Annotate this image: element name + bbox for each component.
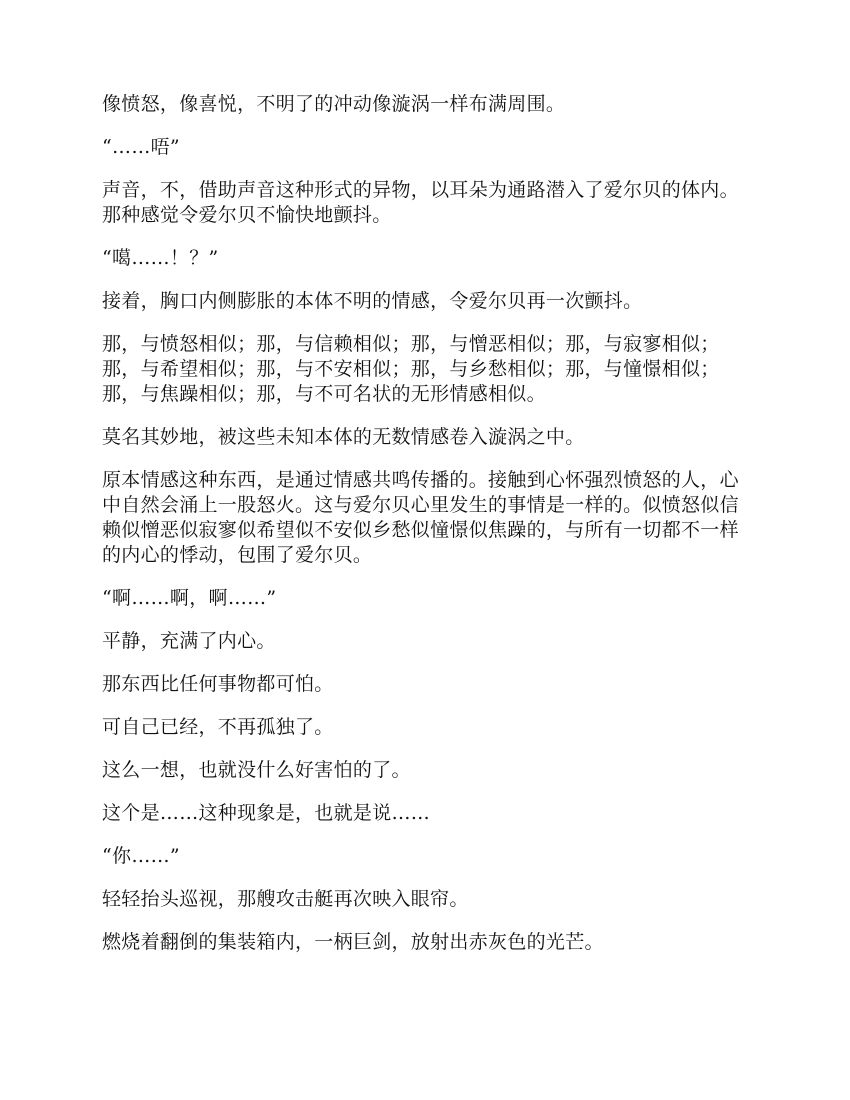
paragraph: 轻轻抬头巡视，那艘攻击艇再次映入眼帘。 (102, 888, 469, 910)
paragraph: 原本情感这种东西，是通过情感共鸣传播的。接触到心怀强烈愤怒的人，心中自然会涌上一股怒火。这与爱尔贝心里发生的事情是一样的。似愤怒似信赖似憎恶似寂寥似希望似不安似乡愁似憧憬似焦躁的，与所有一切都不一样的内心的悸动，包围了爱尔贝。 (102, 469, 739, 566)
paragraph: 那东西比任何事物都可怕。 (102, 673, 334, 695)
paragraph: 这么一想，也就没什么好害怕的了。 (102, 759, 411, 781)
paragraph: “……唔” (102, 136, 180, 158)
paragraph: 接着，胸口内侧膨胀的本体不明的情感，令爱尔贝再一次颤抖。 (102, 290, 643, 312)
paragraph: 这个是……这种现象是，也就是说…… (102, 802, 431, 824)
paragraph: “噶……！？” (102, 247, 219, 269)
paragraph: “你……” (102, 845, 180, 867)
paragraph: 平静，充满了内心。 (102, 630, 276, 652)
paragraph: 像愤怒，像喜悦，不明了的冲动像漩涡一样布满周围。 (102, 93, 566, 115)
paragraph: 声音，不，借助声音这种形式的异物，以耳朵为通路潜入了爱尔贝的体内。那种感觉令爱尔贝不愉快地颤抖。 (102, 179, 739, 226)
paragraph: “啊……啊，啊……” (102, 587, 277, 609)
paragraph: 那，与愤怒相似；那，与信赖相似；那，与憎恶相似；那，与寂寥相似；那，与希望相似；那，与不安相似；那，与乡愁相似；那，与憧憬相似；那，与焦躁相似；那，与不可名状的无形情感相似。 (102, 333, 720, 405)
paragraph: 莫名其妙地，被这些未知本体的无数情感卷入漩涡之中。 (102, 426, 585, 448)
paragraph: 可自己已经，不再孤独了。 (102, 716, 334, 738)
paragraph: 燃烧着翻倒的集装箱内，一柄巨剑，放射出赤灰色的光芒。 (102, 931, 604, 953)
